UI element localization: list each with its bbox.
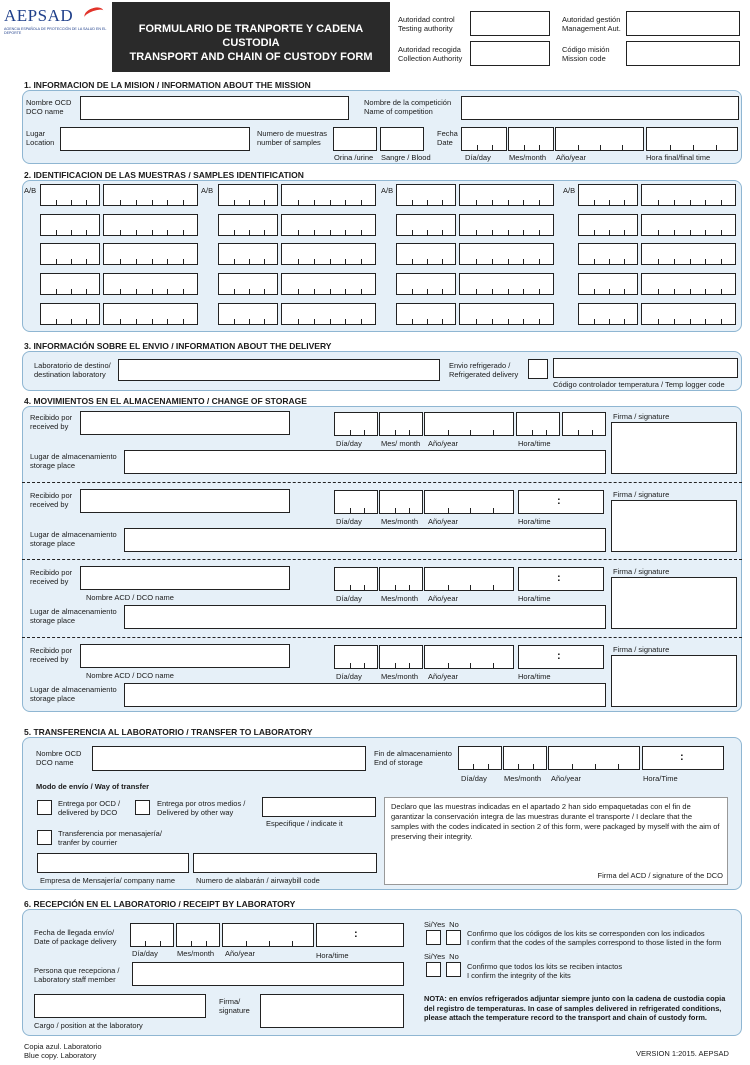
sample-code-field-a[interactable] (578, 273, 638, 295)
storage-place-field[interactable] (124, 683, 606, 707)
s5-year-label: Año/year (551, 774, 582, 783)
storage-time-field-m[interactable] (562, 412, 606, 436)
signature-label: Firma / signature (613, 490, 670, 499)
integrity-yes-checkbox[interactable] (426, 962, 441, 977)
temp-logger-field[interactable] (553, 358, 738, 378)
sample-code-field-a[interactable] (396, 273, 456, 295)
sample-code-field-a[interactable] (578, 303, 638, 325)
day-label: Día/day (336, 517, 362, 526)
sample-code-field-b[interactable] (103, 303, 198, 325)
dco-name-field[interactable] (80, 96, 349, 120)
storage-time-field[interactable] (518, 490, 604, 514)
courier-company-label: Empresa de Mensajería/ company name (40, 876, 176, 885)
s5-year-field[interactable] (548, 746, 640, 770)
storage-place-field[interactable] (124, 450, 606, 474)
sample-code-field-b[interactable] (459, 243, 554, 265)
sample-code-field-b[interactable] (641, 214, 736, 236)
blood-label: Sangre / Blood (381, 153, 431, 162)
staff-label: Persona que recepciona / Laboratory staff member (34, 966, 120, 984)
storage-year-field[interactable] (424, 645, 514, 669)
storage-day-field[interactable] (334, 490, 378, 514)
sample-code-field-a[interactable] (40, 273, 100, 295)
day-label: Día/day (336, 594, 362, 603)
competition-field[interactable] (461, 96, 739, 120)
sample-code-field-a[interactable] (218, 184, 278, 206)
received-by-label: Recibido por received by (30, 491, 73, 509)
sample-code-field-b[interactable] (459, 214, 554, 236)
sample-code-field-a[interactable] (40, 184, 100, 206)
section-2-title: 2. IDENTIFICACION DE LAS MUESTRAS / SAMPLES IDENTIFICATION (24, 170, 304, 180)
sample-code-field-a[interactable] (396, 243, 456, 265)
sample-code-field-b[interactable] (281, 303, 376, 325)
sample-code-field-a[interactable] (40, 243, 100, 265)
signature-field[interactable] (611, 577, 737, 629)
sample-code-field-a[interactable] (396, 303, 456, 325)
storage-month-field[interactable] (379, 567, 423, 591)
declaration-text: Declaro que las muestras indicadas en el apartado 2 han sido empaquetadas con el fin de garantizar la conservación integra de las muestras durante el transporte / I declare that the samples with the codes indicated in section 2 of this form, were packaged by myself with the aim of preserving their integrity. (391, 802, 720, 841)
storage-time-colon: : (557, 650, 561, 662)
sample-code-field-b[interactable] (281, 214, 376, 236)
time-label: Hora/time (518, 439, 551, 448)
sample-code-field-b[interactable] (103, 214, 198, 236)
refrigeration-note: NOTA: en envíos refrigerados adjuntar siempre junto con la cadena de custodia copia del registro de temperaturas. In case of samples delivered in refrigerated conditions, please attach the temperature record to the transport and chain of custody form. (424, 994, 726, 1022)
arrival-date-label: Fecha de llegada envío/ Date of package delivery (34, 928, 117, 946)
dco-signature-label: Firma del ACD / signature of the DCO (597, 871, 723, 880)
received-by-label: Recibido por received by (30, 568, 73, 586)
delivered-by-dco-label: Entrega por OCD / delivered by DCO (58, 799, 121, 817)
storage-time-colon: : (557, 495, 561, 507)
way-of-transfer-label: Modo de envío / Way of transfer (36, 782, 150, 791)
s5-month-label: Mes/month (504, 774, 542, 783)
year-label: Año/year (556, 153, 587, 162)
date-month-field[interactable] (508, 127, 554, 151)
section-6-title: 6. RECEPCIÓN EN EL LABORATORIO / RECEIPT BY LABORATORY (24, 899, 296, 909)
received-by-label: Recibido por received by (30, 646, 73, 664)
sample-code-field-a[interactable] (218, 243, 278, 265)
other-way-checkbox[interactable] (135, 800, 150, 815)
sample-code-field-a[interactable] (40, 303, 100, 325)
blood-count-field[interactable] (380, 127, 424, 151)
sample-code-field-b[interactable] (281, 273, 376, 295)
storage-month-field[interactable] (379, 412, 423, 436)
dco-name-caption: Nombre ACD / DCO name (86, 593, 174, 602)
sample-code-field-b[interactable] (103, 243, 198, 265)
s5-time-colon: : (680, 751, 684, 763)
courier-company-field[interactable] (37, 853, 189, 873)
received-by-label: Recibido por received by (30, 413, 73, 431)
signature-label: Firma / signature (613, 645, 670, 654)
copy-note: Copia azul. Laboratorio Blue copy. Laboratory (24, 1042, 102, 1060)
signature-field[interactable] (611, 500, 737, 552)
waybill-field[interactable] (193, 853, 377, 873)
lab-signature-field[interactable] (260, 994, 404, 1028)
signature-field[interactable] (611, 655, 737, 707)
location-label: Lugar Location (26, 129, 55, 147)
sample-code-field-b[interactable] (459, 273, 554, 295)
received-by-field[interactable] (80, 489, 290, 513)
logo (4, 6, 108, 46)
year-label: Año/year (428, 594, 459, 603)
sample-code-field-b[interactable] (641, 273, 736, 295)
dco-name-caption: Nombre ACD / DCO name (86, 671, 174, 680)
sample-code-field-b[interactable] (641, 303, 736, 325)
codes-no-checkbox[interactable] (446, 930, 461, 945)
other-way-label: Entrega por otros medios / Delivered by other way (157, 799, 246, 817)
storage-day-field[interactable] (334, 645, 378, 669)
storage-place-field[interactable] (124, 528, 606, 552)
staff-field[interactable] (132, 962, 404, 986)
signature-field[interactable] (611, 422, 737, 474)
sample-code-field-a[interactable] (578, 243, 638, 265)
s5-dco-label: Nombre OCD DCO name (36, 749, 82, 767)
block-divider (22, 482, 742, 483)
year-label: Año/year (428, 672, 459, 681)
testing-authority-field[interactable] (470, 11, 550, 36)
declaration-box (384, 797, 728, 885)
collection-authority-field[interactable] (470, 41, 550, 66)
destination-lab-field[interactable] (118, 359, 440, 381)
lab-signature-label: Firma/ signature (219, 997, 250, 1015)
ab-label: A/B (381, 186, 394, 195)
block-divider (22, 637, 742, 638)
month-label: Mes/month (509, 153, 547, 162)
sample-code-field-b[interactable] (103, 273, 198, 295)
signature-label: Firma / signature (613, 412, 670, 421)
logo-text: AEPSAD (4, 6, 74, 25)
s6-time-label: Hora/time (316, 951, 349, 960)
confirm-integrity-label: Confirmo que todos los kits se reciben intactos I confirm the integrity of the kits (467, 962, 623, 980)
cargo-label: Cargo / position at the laboratory (34, 1021, 143, 1030)
title-es: FORMULARIO DE TRANPORTE Y CADENA CUSTODIA (138, 23, 364, 49)
final-time-label: Hora final/final time (646, 153, 711, 162)
s6-day-label: Día/day (132, 949, 158, 958)
location-field[interactable] (60, 127, 250, 151)
codes-yes-checkbox[interactable] (426, 930, 441, 945)
courier-checkbox[interactable] (37, 830, 52, 845)
courier-label: Transferencia por menasajería/ tranfer by courrier (58, 829, 162, 847)
refrigerated-label: Envio refrigerado / Refrigerated delivery (449, 361, 519, 379)
received-by-field[interactable] (80, 644, 290, 668)
cargo-field[interactable] (34, 994, 206, 1018)
integrity-no-checkbox[interactable] (446, 962, 461, 977)
sample-code-field-a[interactable] (396, 214, 456, 236)
section-5-title: 5. TRANSFERENCIA AL LABORATORIO / TRANSFER TO LABORATORY (24, 727, 313, 737)
mission-code-label: Código misión Mission code (562, 45, 610, 63)
ab-label: A/B (563, 186, 576, 195)
temp-logger-label: Código controlador temperatura / Temp logger code (553, 380, 725, 389)
collection-authority-label: Autoridad recogida Collection Authority (398, 45, 463, 63)
s5-day-field[interactable] (458, 746, 502, 770)
sample-code-field-b[interactable] (641, 184, 736, 206)
testing-authority-label: Autoridad control Testing authority (398, 15, 455, 33)
storage-year-field[interactable] (424, 567, 514, 591)
storage-time-field[interactable] (518, 645, 604, 669)
storage-time-colon: : (557, 572, 561, 584)
sample-code-field-a[interactable] (396, 184, 456, 206)
s5-month-field[interactable] (503, 746, 547, 770)
s6-day-field[interactable] (130, 923, 174, 947)
end-storage-label: Fin de almacenamiento End of storage (374, 749, 452, 767)
year-label: Año/year (428, 439, 459, 448)
time-label: Hora/time (518, 594, 551, 603)
waybill-label: Numero de alabarán / airwaybill code (196, 876, 320, 885)
section-1-title: 1. INFORMACION DE LA MISION / INFORMATION ABOUT THE MISSION (24, 80, 311, 90)
sample-code-field-a[interactable] (578, 184, 638, 206)
signature-label: Firma / signature (613, 567, 670, 576)
management-authority-field[interactable] (626, 11, 740, 36)
day-label: Día/day (465, 153, 491, 162)
storage-year-field[interactable] (424, 412, 514, 436)
confirm-codes-label: Confirmo que los códigos de los kits se corresponden con los indicados I confirm that the codes of the samples correspond to those listed in the form (467, 929, 722, 947)
final-time-field[interactable] (646, 127, 738, 151)
storage-place-label: Lugar de almacenamiento storage place (30, 530, 117, 548)
sample-code-field-a[interactable] (578, 214, 638, 236)
other-way-specify-field[interactable] (262, 797, 376, 817)
management-authority-label: Autoridad gestión Management Aut. (562, 15, 621, 33)
received-by-field[interactable] (80, 411, 290, 435)
date-year-field[interactable] (555, 127, 644, 151)
delivered-by-dco-checkbox[interactable] (37, 800, 52, 815)
s5-day-label: Día/day (461, 774, 487, 783)
date-day-field[interactable] (461, 127, 507, 151)
num-samples-label: Numero de muestras number of samples (257, 129, 328, 147)
sample-code-field-b[interactable] (281, 184, 376, 206)
s5-dco-field[interactable] (92, 746, 366, 771)
date-label: Fecha Date (437, 129, 458, 147)
sample-code-field-b[interactable] (281, 243, 376, 265)
urine-count-field[interactable] (333, 127, 377, 151)
received-by-field[interactable] (80, 566, 290, 590)
competition-label: Nombre de la competición Name of competition (364, 98, 452, 116)
time-label: Hora/time (518, 517, 551, 526)
storage-year-field[interactable] (424, 490, 514, 514)
destination-lab-label: Laboratorio de destino/ destination laboratory (34, 361, 111, 379)
sample-code-field-b[interactable] (641, 243, 736, 265)
storage-day-field[interactable] (334, 412, 378, 436)
s6-year-label: Año/year (225, 949, 256, 958)
section-3-title: 3. INFORMACIÓN SOBRE EL ENVIO / INFORMATION ABOUT THE DELIVERY (24, 341, 332, 351)
sample-code-field-a[interactable] (218, 273, 278, 295)
title-en: TRANSPORT AND CHAIN OF CUSTODY FORM (129, 51, 373, 63)
refrigerated-checkbox[interactable] (528, 359, 548, 379)
storage-place-field[interactable] (124, 605, 606, 629)
specify-label: Especifique / indicate it (266, 819, 343, 828)
title-block (112, 2, 390, 72)
block-divider (22, 559, 742, 560)
day-label: Día/day (336, 672, 362, 681)
storage-place-label: Lugar de almacenamiento storage place (30, 607, 117, 625)
month-label: Mes/month (381, 594, 419, 603)
year-label: Año/year (428, 517, 459, 526)
sample-code-field-b[interactable] (459, 184, 554, 206)
sample-code-field-b[interactable] (103, 184, 198, 206)
storage-place-label: Lugar de almacenamiento storage place (30, 685, 117, 703)
s6-time-field[interactable] (316, 923, 404, 947)
sample-code-field-a[interactable] (40, 214, 100, 236)
month-label: Mes/month (381, 517, 419, 526)
time-label: Hora/time (518, 672, 551, 681)
section-4-title: 4. MOVIMIENTOS EN EL ALMACENAMIENTO / CHANGE OF STORAGE (24, 396, 307, 406)
version-label: VERSION 1:2015. AEPSAD (636, 1049, 729, 1058)
dco-name-label: Nombre OCD DCO name (26, 98, 72, 116)
day-label: Día/day (336, 439, 362, 448)
logo-subtitle: AGENCIA ESPAÑOLA DE PROTECCIÓN DE LA SALUD EN EL DEPORTE (4, 27, 107, 35)
s6-month-field[interactable] (176, 923, 220, 947)
storage-day-field[interactable] (334, 567, 378, 591)
storage-time-field-h[interactable] (516, 412, 560, 436)
month-label: Mes/month (381, 672, 419, 681)
month-label: Mes/ month (381, 439, 421, 448)
s6-month-label: Mes/month (177, 949, 215, 958)
ab-label: A/B (24, 186, 37, 195)
s5-time-label: Hora/Time (643, 774, 678, 783)
yes-no-label-2: Si/Yes No (424, 952, 459, 961)
storage-time-field[interactable] (518, 567, 604, 591)
urine-label: Orina /urine (334, 153, 374, 162)
sample-code-field-a[interactable] (218, 214, 278, 236)
mission-code-field[interactable] (626, 41, 740, 66)
sample-code-field-b[interactable] (459, 303, 554, 325)
s6-year-field[interactable] (222, 923, 314, 947)
storage-month-field[interactable] (379, 645, 423, 669)
yes-no-label-1: Si/Yes No (424, 920, 459, 929)
s6-time-colon: : (354, 928, 358, 940)
ab-label: A/B (201, 186, 214, 195)
storage-place-label: Lugar de almacenamiento storage place (30, 452, 117, 470)
sample-code-field-a[interactable] (218, 303, 278, 325)
storage-month-field[interactable] (379, 490, 423, 514)
